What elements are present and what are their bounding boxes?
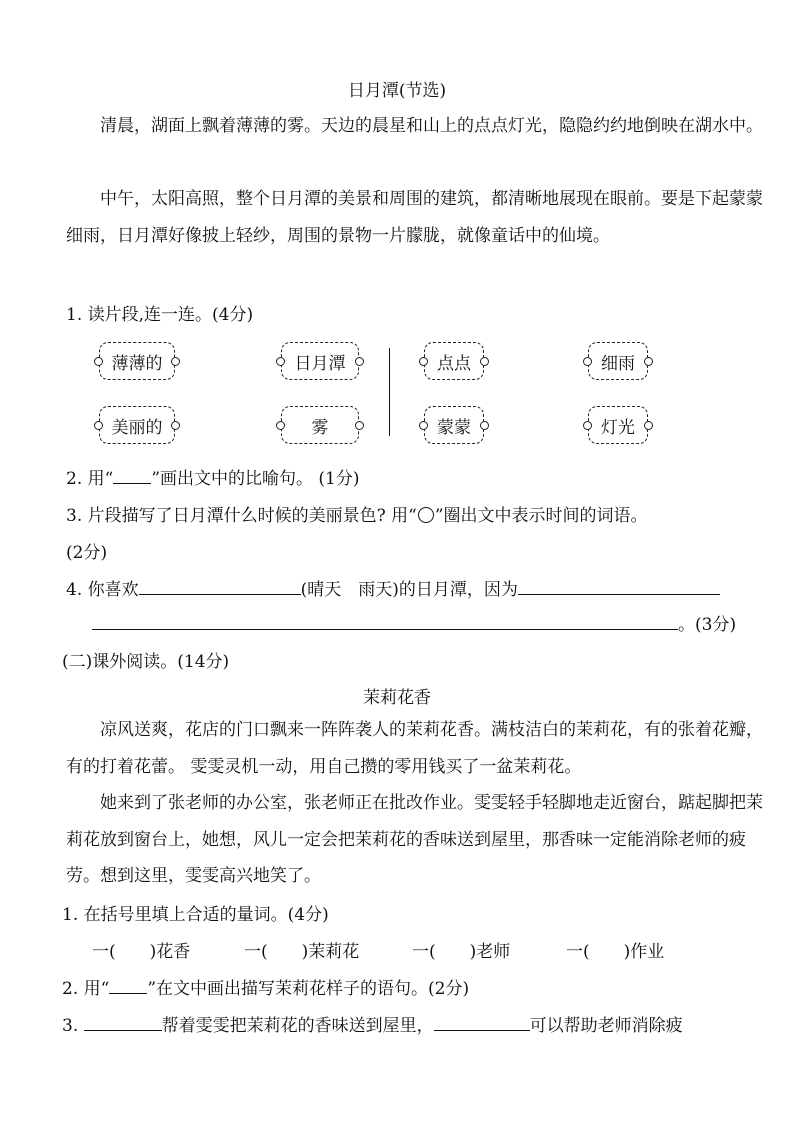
question-3 (62, 1011, 683, 1036)
match-box[interactable]: 灯光 (588, 406, 648, 444)
match-box[interactable]: 美丽的 (99, 406, 175, 444)
q2-suffix: ”画出文中的比喻句。 (1分) (151, 469, 360, 489)
question-2 (66, 464, 360, 489)
match-divider (389, 348, 390, 436)
q3-prefix: 3. (62, 1016, 84, 1036)
question-4 (66, 575, 720, 600)
underline-symbol (113, 467, 151, 484)
match-box[interactable]: 点点 (424, 342, 484, 380)
question-3-score: (2分) (66, 543, 108, 563)
answer-blank[interactable] (84, 1014, 162, 1031)
q2-suffix: ”在文中画出描写茉莉花样子的语句。(2分) (147, 979, 470, 999)
question-1: 1. 在括号里填上合适的量词。(4分) (62, 905, 329, 925)
q3-middle: 帮着雯雯把茉莉花的香味送到屋里， (161, 1016, 434, 1036)
passage-title-sun-moon-lake: 日月潭(节选) (347, 81, 447, 101)
match-box[interactable]: 雾 (281, 406, 359, 444)
answer-blank[interactable] (434, 1014, 530, 1031)
measure-word-blank[interactable]: 一( )茉莉花 (244, 942, 360, 962)
q4-end: 。(3分) (678, 615, 737, 635)
circle-symbol (418, 507, 434, 523)
question-3 (66, 501, 648, 526)
q2-prefix: 2. 用“ (62, 979, 110, 999)
match-box[interactable]: 蒙蒙 (424, 406, 484, 444)
passage-paragraph: 清晨，湖面上飘着薄薄的雾。天边的晨星和山上的点点灯光，隐隐约约地倒映在湖水中。 (100, 116, 763, 136)
match-box[interactable]: 细雨 (588, 342, 648, 380)
measure-word-blank[interactable]: 一( )作业 (566, 942, 665, 962)
q2-prefix: 2. 用“ (66, 469, 114, 489)
q4-prefix: 4. 你喜欢 (66, 580, 139, 600)
match-box[interactable]: 日月潭 (281, 342, 359, 380)
passage-title-jasmine: 茉莉花香 (363, 688, 431, 708)
answer-blank[interactable] (139, 578, 301, 595)
q3-suffix: 可以帮助老师消除疲 (529, 1016, 683, 1036)
q3-suffix: ”圈出文中表示时间的词语。 (434, 506, 648, 526)
passage-paragraph: 凉风送爽，花店的门口飘来一阵阵袭人的茉莉花香。满枝洁白的茉莉花，有的张着花瓣，有的打着花蕾。 雯雯灵机一动，用自己攒的零用钱买了一盆茉莉花。 (66, 720, 763, 777)
q3-prefix: 3. 片段描写了日月潭什么时候的美丽景色? 用“ (66, 506, 417, 526)
passage-paragraph: 她来到了张老师的办公室，张老师正在批改作业。雯雯轻手轻脚地走近窗台，踮起脚把茉莉花放到窗台上，她想，风儿一定会把茉莉花的香味送到屋里，那香味一定能消除老师的疲劳。想到这里，雯雯高兴地笑了。 (66, 793, 763, 886)
question-4-continued (92, 610, 736, 635)
section-heading: (二)课外阅读。(14分) (62, 652, 230, 672)
question-2 (62, 974, 469, 999)
answer-blank[interactable] (92, 613, 678, 630)
answer-blank[interactable] (518, 578, 720, 595)
match-box[interactable]: 薄薄的 (99, 342, 175, 380)
question-1: 1. 读片段,连一连。(4分) (66, 305, 254, 325)
underline-symbol (109, 977, 147, 994)
passage-paragraph: 中午，太阳高照，整个日月潭的美景和周围的建筑，都清晰地展现在眼前。要是下起蒙蒙细雨，日月潭好像披上轻纱，周围的景物一片朦胧，就像童话中的仙境。 (66, 189, 763, 246)
measure-word-blank[interactable]: 一( )花香 (92, 942, 191, 962)
measure-word-blank[interactable]: 一( )老师 (412, 942, 511, 962)
q4-middle: (晴天 雨天)的日月潭，因为 (300, 580, 518, 600)
